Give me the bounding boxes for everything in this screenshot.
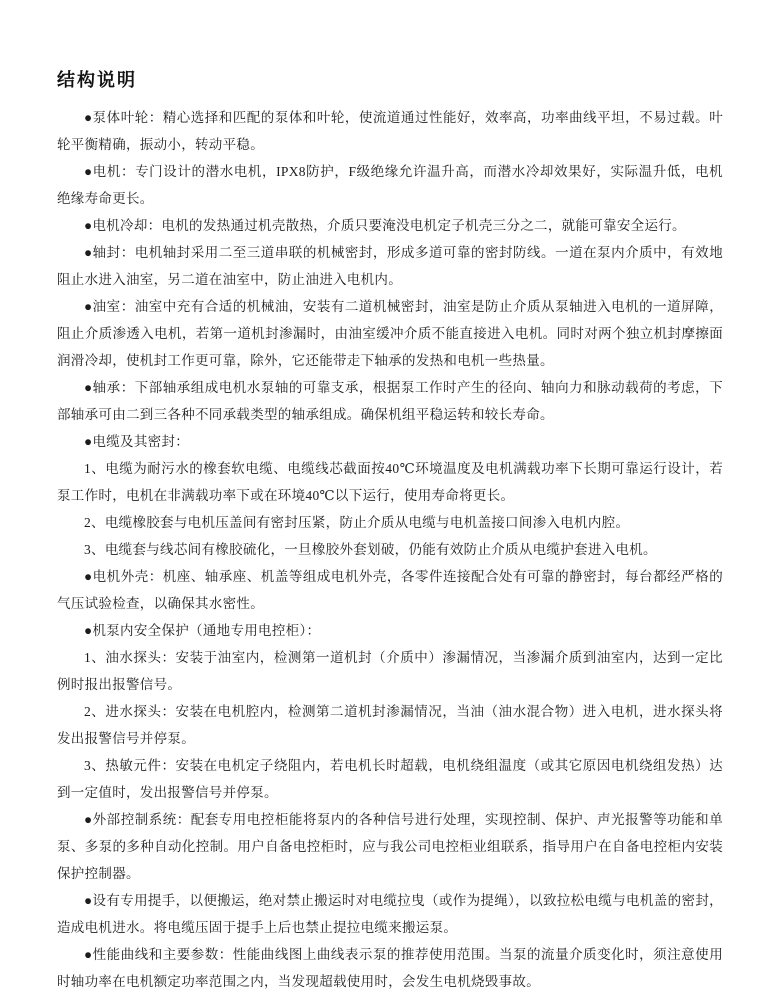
document-body	[57, 104, 723, 995]
para-motor-housing: ●电机外壳：机座、轴承座、机盖等组成电机外壳，各零件连接配合处有可靠的静密封，每台都经严格的气压试验检查，以确保其水密性。	[57, 569, 723, 611]
para-motor-cooling: ●电机冷却：电机的发热通过机壳散热，介质只要淹没电机定子机壳三分之二，就能可靠安全运行。	[84, 218, 686, 233]
para-cable-item-1: 1、电缆为耐污水的橡套软电缆、电缆线芯截面按40℃环境温度及电机满载功率下长期可靠运行设计，若泵工作时，电机在非满载功率下或在环境40℃以下运行，使用寿命将更长。	[57, 461, 723, 503]
para-water-ingress-probe: 2、进水探头：安装在电机腔内，检测第二道机封渗漏情况，当油（油水混合物）进入电机，进水探头将发出报警信号并停泵。	[57, 704, 723, 746]
para-oil-water-probe: 1、油水探头：安装于油室内，检测第一道机封（介质中）渗漏情况，当渗漏介质到油室内，达到一定比例时报出报警信号。	[57, 650, 723, 692]
para-cable-item-3: 3、电缆套与线芯间有橡胶硫化，一旦橡胶外套划破，仍能有效防止介质从电缆护套进入电机。	[84, 542, 657, 557]
para-safety-protection-heading: ●机泵内安全保护（通地专用电控柜）：	[84, 623, 321, 638]
para-performance-curve: ●性能曲线和主要参数：性能曲线图上曲线表示泵的推荐使用范围。当泵的流量介质变化时，须注意使用时轴功率在电机额定功率范围之内，当发现超载使用时，会发生电机烧毁事故。	[57, 947, 723, 989]
para-thermal-element: 3、热敏元件：安装在电机定子绕阻内，若电机长时超载，电机绕组温度（或其它原因电机绕组发热）达到一定值时，发出报警信号并停泵。	[57, 758, 723, 800]
para-shaft-seal: ●轴封：电机轴封采用二至三道串联的机械密封，形成多道可靠的密封防线。一道在泵内介质中，有效地阻止水进入油室，另二道在油室中，防止油进入电机内。	[57, 245, 723, 287]
para-cable-seal-heading: ●电缆及其密封：	[84, 434, 190, 449]
para-pump-body-impeller: ●泵体叶轮：精心选择和匹配的泵体和叶轮，使流道通过性能好，效率高，功率曲线平坦，不易过载。叶轮平衡精确，振动小，转动平稳。	[57, 110, 723, 152]
para-lifting-handle-warning: ●设有专用提手，以便搬运，绝对禁止搬运时对电缆拉曳（或作为提绳），以致拉松电缆与电机盖的密封，造成电机进水。将电缆压固于提手上后也禁止提拉电缆来搬运泵。	[57, 893, 723, 935]
para-motor: ●电机：专门设计的潜水电机，IPX8防护，F级绝缘允许温升高，而潜水冷却效果好，实际温升低，电机绝缘寿命更长。	[57, 164, 723, 206]
para-external-control-system: ●外部控制系统：配套专用电控柜能将泵内的各种信号进行处理，实现控制、保护、声光报警等功能和单泵、多泵的多种自动化控制。用户自备电控柜时，应与我公司电控柜业组联系，指导用户在自备电控柜内安装保护控制器。	[57, 812, 723, 881]
para-bearing: ●轴承：下部轴承组成电机水泵轴的可靠支承，根据泵工作时产生的径向、轴向力和脉动载荷的考虑，下部轴承可由二到三各种不同承载类型的轴承组成。确保机组平稳运转和较长寿命。	[57, 380, 723, 422]
para-oil-chamber: ●油室：油室中充有合适的机械油，安装有二道机械密封，油室是防止介质从泵轴进入电机的一道屏障，阻止介质渗透入电机，若第一道机封渗漏时，由油室缓冲介质不能直接进入电机。同时对两个独立机封摩擦面润滑冷却，使机封工作更可靠，除外，它还能带走下轴承的发热和电机一些热量。	[57, 299, 723, 368]
para-cable-item-2: 2、电缆橡胶套与电机压盖间有密封压紧，防止介质从电缆与电机盖接口间渗入电机内腔。	[84, 515, 630, 530]
page-title: 结构说明	[57, 70, 137, 90]
